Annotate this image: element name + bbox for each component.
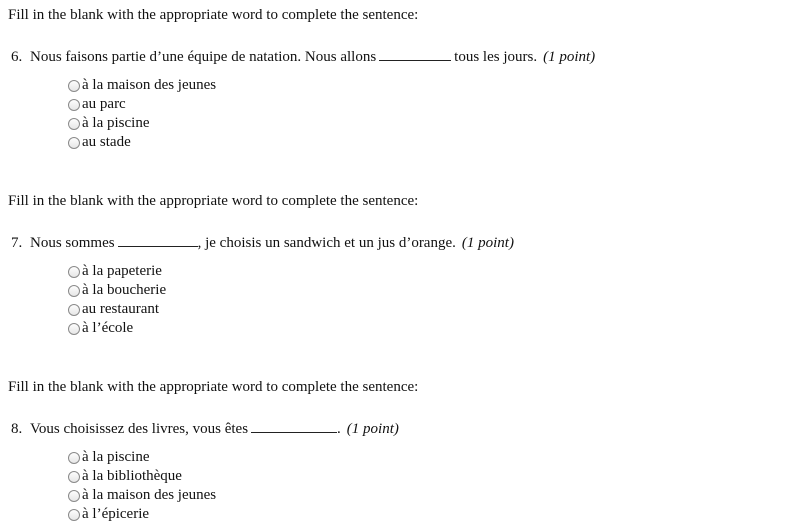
option-label: au restaurant: [82, 301, 160, 317]
radio-button[interactable]: [68, 99, 80, 111]
option-a[interactable]: [68, 262, 166, 281]
answer-blank: [379, 48, 451, 61]
prompt-before-blank: Vous choisissez des livres, vous êtes: [30, 421, 249, 437]
option-label: à la piscine: [82, 115, 150, 131]
radio-button[interactable]: [68, 118, 80, 130]
points-label: (1 point): [543, 49, 596, 65]
option-label: à la maison des jeunes: [82, 77, 217, 93]
instruction-text: Fill in the blank with the appropriate word to complete the sentence:: [8, 193, 419, 209]
question-number: 7.: [11, 235, 23, 251]
option-d[interactable]: [68, 319, 166, 338]
option-label: à la maison des jeunes: [82, 487, 217, 503]
question-prompt: [11, 420, 399, 438]
radio-button[interactable]: [68, 266, 80, 278]
answer-blank: [118, 234, 198, 247]
question-number: 8.: [11, 421, 23, 437]
question-number: 6.: [11, 49, 23, 65]
option-label: à la bibliothèque: [82, 468, 182, 484]
instruction-text: Fill in the blank with the appropriate word to complete the sentence:: [8, 379, 419, 395]
option-label: à la boucherie: [82, 282, 167, 298]
instruction-text: Fill in the blank with the appropriate word to complete the sentence:: [8, 7, 419, 23]
points-label: (1 point): [461, 235, 514, 251]
option-label: à la papeterie: [82, 263, 162, 279]
prompt-before-blank: Nous faisons partie d’une équipe de natation. Nous allons: [30, 49, 377, 65]
radio-button[interactable]: [68, 452, 80, 464]
radio-button[interactable]: [68, 80, 80, 92]
prompt-after-blank: , je choisis un sandwich et un jus d’orange.: [197, 235, 456, 251]
points-label: (1 point): [346, 421, 399, 437]
option-c[interactable]: [68, 300, 166, 319]
option-label: à la piscine: [82, 449, 150, 465]
prompt-after-blank: .: [337, 421, 341, 437]
prompt-before-blank: Nous sommes: [30, 235, 115, 251]
option-b[interactable]: [68, 95, 216, 114]
answer-options: [68, 262, 166, 338]
answer-blank: [251, 420, 337, 433]
radio-button[interactable]: [68, 471, 80, 483]
radio-button[interactable]: [68, 509, 80, 521]
prompt-after-blank: tous les jours.: [454, 49, 538, 65]
radio-button[interactable]: [68, 137, 80, 149]
radio-button[interactable]: [68, 323, 80, 335]
question-prompt: [11, 234, 514, 252]
radio-button[interactable]: [68, 490, 80, 502]
option-c[interactable]: [68, 114, 216, 133]
option-label: au stade: [82, 134, 131, 150]
option-label: à l’épicerie: [82, 506, 150, 522]
option-a[interactable]: [68, 76, 216, 95]
answer-options: [68, 448, 216, 524]
option-label: à l’école: [82, 320, 134, 336]
option-label: au parc: [82, 96, 126, 112]
option-d[interactable]: [68, 133, 216, 152]
question-prompt: [11, 48, 595, 66]
radio-button[interactable]: [68, 304, 80, 316]
option-b[interactable]: [68, 281, 166, 300]
option-d[interactable]: [68, 505, 216, 524]
option-b[interactable]: [68, 467, 216, 486]
option-a[interactable]: [68, 448, 216, 467]
answer-options: [68, 76, 216, 152]
option-c[interactable]: [68, 486, 216, 505]
radio-button[interactable]: [68, 285, 80, 297]
